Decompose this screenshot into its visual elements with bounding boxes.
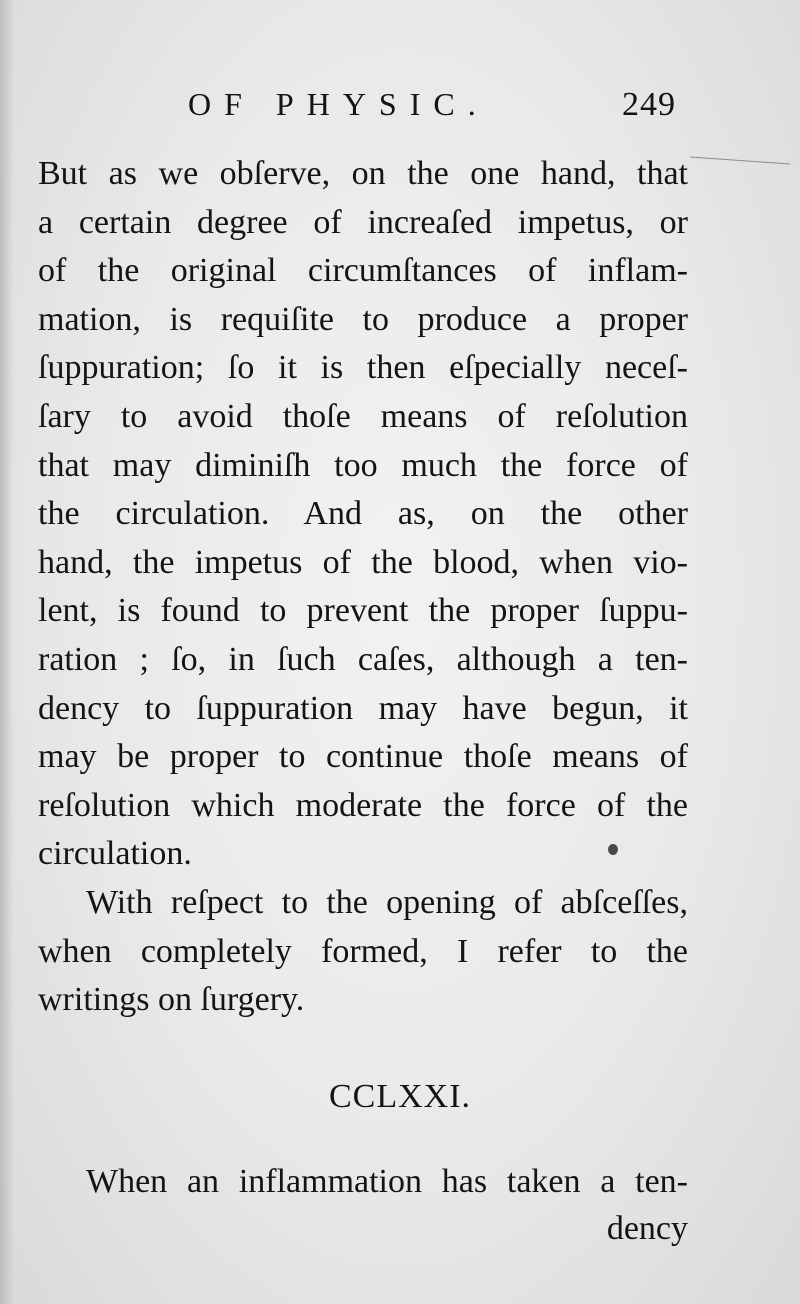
text-line: when completely formed, I refer to the (38, 932, 688, 970)
text-line: But as we obſerve, on the one hand, that (38, 155, 688, 192)
continuation-text (38, 1158, 688, 1207)
paper-scratch-mark (690, 157, 790, 165)
text-line: dency to ſuppuration may have begun, it (38, 689, 688, 727)
text-line: lent, is found to prevent the proper ſuppu- (38, 592, 688, 630)
catchword: dency (606, 1210, 688, 1247)
text-line: writings on ſurgery. (38, 981, 305, 1019)
page-number: 249 (622, 86, 676, 123)
text-line: of the original circumſtances of inflam- (38, 252, 688, 290)
section-heading: CCLXXI. (328, 1078, 472, 1115)
running-head: OF PHYSIC. (188, 86, 489, 122)
text-line: With reſpect to the opening of abſceſſes, (86, 883, 688, 921)
text-line: reſolution which moderate the force of the (38, 786, 688, 824)
text-line: ſuppuration; ſo it is then eſpecially neceſ- (38, 349, 688, 387)
body-text (38, 150, 688, 1025)
text-line: hand, the impetus of the blood, when vio- (38, 543, 688, 581)
text-line: ſary to avoid thoſe means of reſolution (38, 397, 688, 435)
text-line: When an inflammation has taken a ten- (86, 1163, 688, 1200)
text-line: mation, is requiſite to produce a proper (38, 300, 688, 338)
text-line: a certain degree of increaſed impetus, or (38, 203, 688, 241)
page-header (0, 80, 800, 130)
text-line: the circulation. And as, on the other (38, 495, 688, 533)
text-line: circulation. (38, 835, 192, 873)
text-line: may be proper to continue thoſe means of (38, 738, 688, 776)
text-line: that may diminiſh too much the force of (38, 446, 688, 484)
text-line: ration ; ſo, in ſuch caſes, although a ten- (38, 640, 688, 678)
